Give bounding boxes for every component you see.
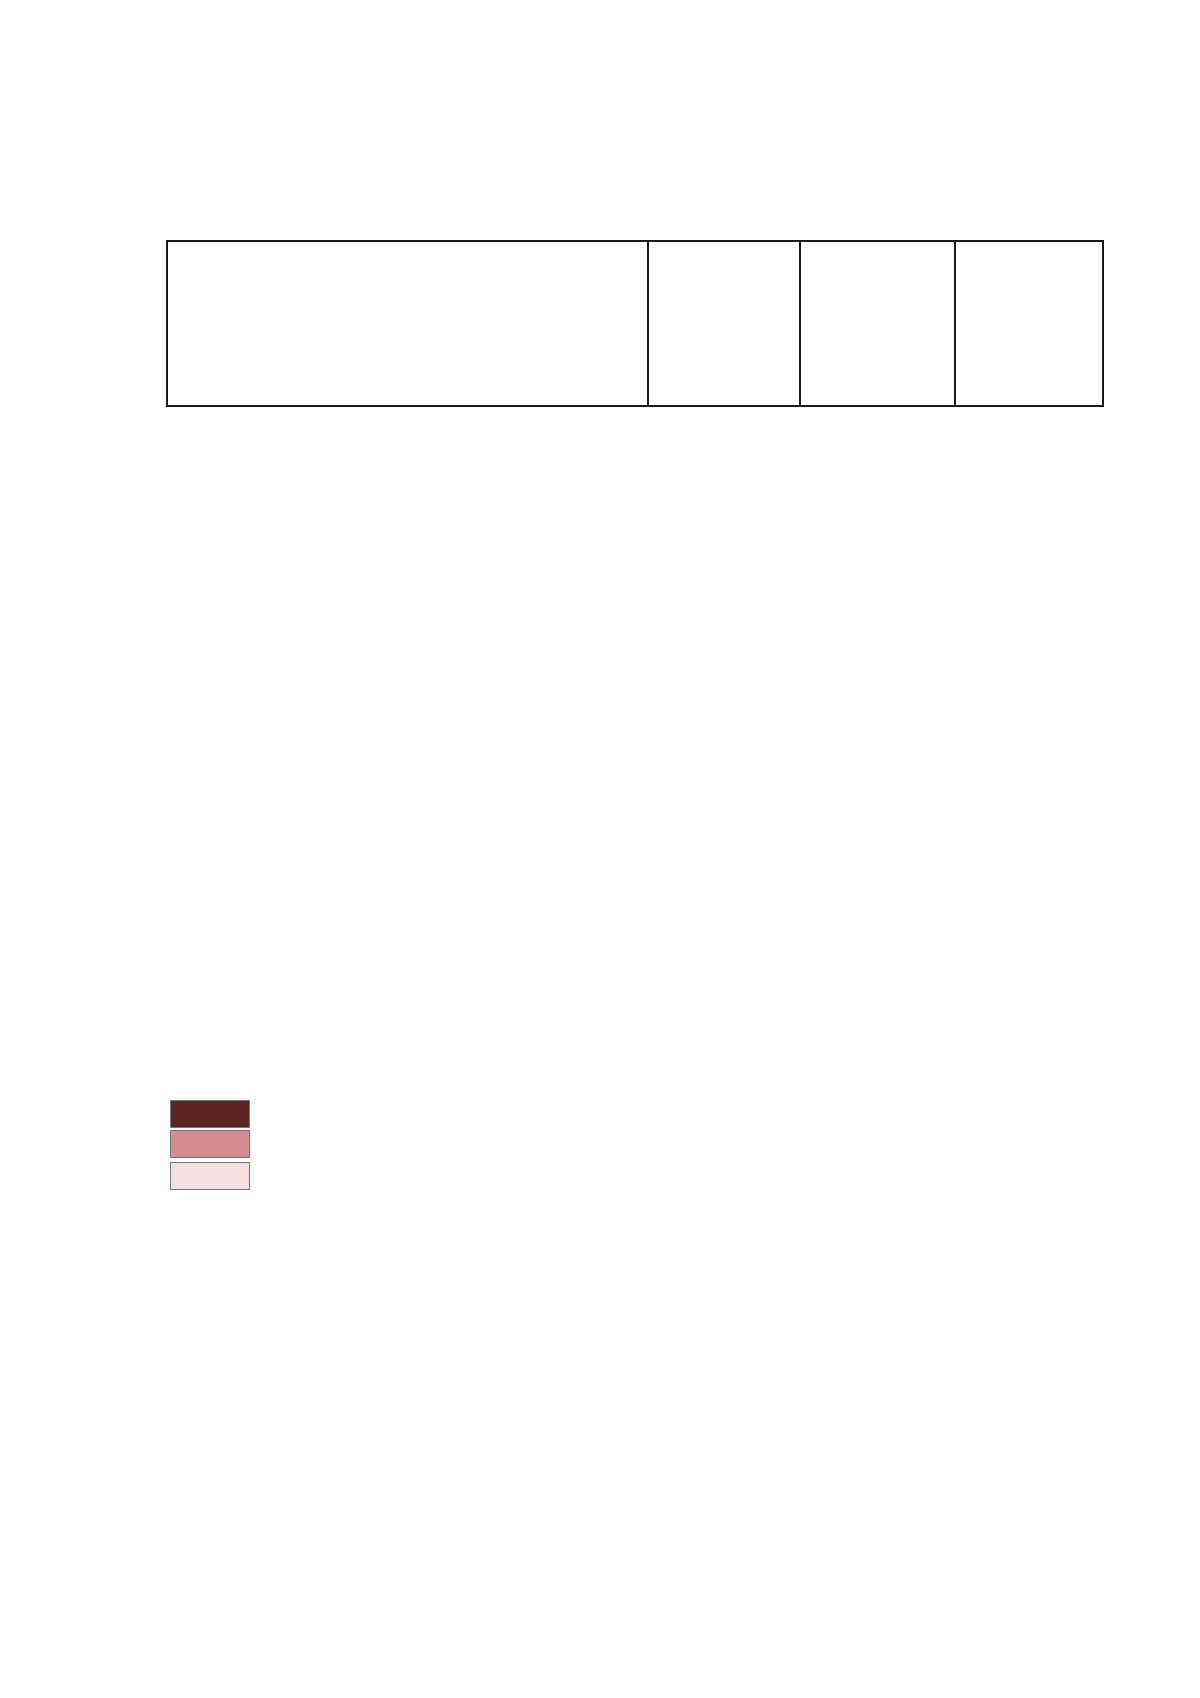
header-col1 — [647, 240, 801, 407]
legend-swatch-moderate — [170, 1130, 250, 1158]
legend-item-moderate — [170, 1130, 670, 1160]
legend-swatch-weak — [170, 1162, 250, 1190]
header-factor — [166, 240, 650, 407]
header-col2 — [799, 240, 956, 407]
legend-item-weak — [170, 1162, 670, 1192]
header-col3 — [954, 240, 1104, 407]
legend-item-strong — [170, 1100, 670, 1130]
legend-swatch-strong — [170, 1100, 250, 1128]
header-factor-label — [168, 242, 650, 246]
